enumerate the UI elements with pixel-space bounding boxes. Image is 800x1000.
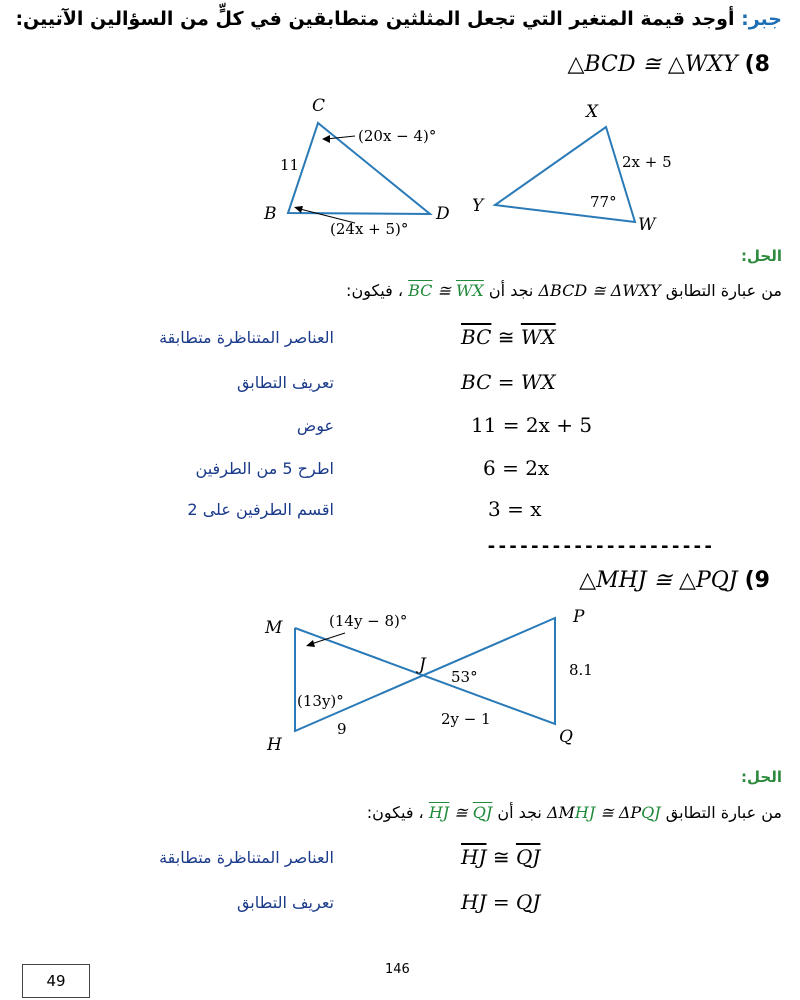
problem9-number: (9 bbox=[744, 568, 770, 593]
intro9-seg-2: $\overline{QJ}$ bbox=[472, 803, 493, 822]
vertex-q: Q bbox=[559, 727, 573, 747]
vertex-b: B bbox=[264, 204, 277, 224]
step8-4-eq: 6 = 2x bbox=[483, 456, 550, 480]
side-jq-label: 2y − 1 bbox=[441, 710, 491, 728]
step8-1-seg-a: $\overline{BC}$ bbox=[461, 325, 492, 349]
problem9-intro bbox=[367, 803, 782, 822]
problem9-figure bbox=[255, 600, 625, 760]
problem8-intro bbox=[346, 281, 782, 300]
intro9-cong-d: QJ bbox=[641, 803, 661, 822]
problem8-solution-label: الحل: bbox=[741, 247, 782, 265]
intro9-cong-a: ΔM bbox=[546, 803, 575, 822]
intro-seg-1: $\overline{BC}$ bbox=[408, 281, 433, 300]
vertex-d: D bbox=[436, 204, 450, 224]
angle-m-label: (14y − 8)° bbox=[329, 612, 408, 630]
angle-j-label: 53° bbox=[451, 668, 478, 686]
angle-c-label: (20x − 4)° bbox=[358, 127, 437, 145]
vertex-h: H bbox=[267, 735, 282, 755]
intro-seg-2: $\overline{WX}$ bbox=[455, 281, 484, 300]
header-text: أوجد قيمة المتغير التي تجعل المثلثين متطابقين في كلٍّ من السؤالين الآتيين: bbox=[15, 8, 735, 30]
problem8-statement bbox=[568, 52, 770, 77]
vertex-w: W bbox=[638, 215, 656, 235]
vertex-m: M bbox=[265, 618, 283, 638]
vertex-p: P bbox=[573, 607, 585, 627]
intro-sym: ≅ bbox=[432, 281, 456, 300]
step9-2-eq: HJ = QJ bbox=[461, 890, 541, 914]
step8-2-eq: BC = WX bbox=[461, 370, 556, 394]
angle-h-label: (13y)° bbox=[297, 692, 344, 710]
step8-5-reason: اقسم الطرفين على 2 bbox=[187, 500, 334, 519]
step8-2-reason: تعريف التطابق bbox=[236, 373, 334, 392]
intro9-seg-1: $\overline{HJ}$ bbox=[428, 803, 450, 822]
side-xw-label: 2x + 5 bbox=[622, 153, 672, 171]
intro9-text-1: من عبارة التطابق bbox=[660, 803, 782, 822]
page-number-box: 49 bbox=[22, 964, 90, 998]
step9-1-op: ≅ bbox=[486, 845, 516, 869]
step8-4-reason: اطرح 5 من الطرفين bbox=[195, 459, 334, 478]
step8-5-eq: 3 = x bbox=[488, 497, 542, 521]
instruction-header bbox=[15, 8, 782, 30]
arrow-angle-c bbox=[326, 136, 355, 139]
problem8-figure bbox=[250, 95, 700, 240]
arrow-angle-m bbox=[311, 633, 345, 644]
step9-1-seg-b: $\overline{QJ}$ bbox=[515, 845, 541, 869]
side-bc-label: 11 bbox=[280, 156, 300, 174]
intro-text-3: ، فيكون: bbox=[346, 281, 409, 300]
problem9-congruence: △MHJ ≅ △PQJ bbox=[579, 568, 738, 593]
intro9-cong-b: HJ bbox=[574, 803, 596, 822]
intro-congruence: ΔBCD ≅ ΔWXY bbox=[538, 281, 661, 300]
page-number-center: 146 bbox=[385, 962, 410, 977]
separator-line: --------------------- bbox=[486, 536, 714, 557]
arrow-head-b bbox=[294, 206, 303, 213]
step8-3-eq: 11 = 2x + 5 bbox=[471, 413, 593, 437]
intro-text-2: نجد أن bbox=[483, 281, 539, 300]
intro9-cong-c: ≅ ΔP bbox=[595, 803, 642, 822]
step9-1-reason: العناصر المتناظرة متطابقة bbox=[159, 848, 334, 867]
intro9-congruence bbox=[547, 803, 661, 822]
vertex-y: Y bbox=[472, 196, 484, 216]
vertex-x: X bbox=[586, 102, 599, 122]
step8-1-seg-b: $\overline{WX}$ bbox=[520, 325, 556, 349]
angle-w-label: 77° bbox=[590, 193, 617, 211]
angle-b-label: (24x + 5)° bbox=[330, 220, 409, 238]
intro-text-1: من عبارة التطابق bbox=[660, 281, 782, 300]
step9-2-reason: تعريف التطابق bbox=[236, 893, 334, 912]
intro9-text-3: ، فيكون: bbox=[366, 803, 429, 822]
problem8-congruence: △BCD ≅ △WXY bbox=[567, 52, 738, 77]
arrow-head-c bbox=[322, 135, 330, 143]
step8-1-op: ≅ bbox=[491, 325, 521, 349]
vertex-j: J bbox=[419, 655, 426, 675]
problem9-statement bbox=[579, 568, 770, 593]
side-pq-label: 8.1 bbox=[569, 661, 593, 679]
intro9-sym: ≅ bbox=[449, 803, 473, 822]
step8-1-eq bbox=[461, 325, 556, 349]
problem8-number: (8 bbox=[744, 52, 770, 77]
intro-segments bbox=[408, 281, 484, 300]
intro9-segments bbox=[429, 803, 492, 822]
step9-1-seg-a: $\overline{HJ}$ bbox=[461, 845, 487, 869]
header-label: جبر: bbox=[741, 8, 782, 30]
vertex-c: C bbox=[312, 96, 326, 116]
step8-1-reason: العناصر المتناظرة متطابقة bbox=[159, 328, 334, 347]
step8-3-reason: عوض bbox=[296, 416, 334, 435]
intro9-text-2: نجد أن bbox=[492, 803, 547, 822]
problem9-solution-label: الحل: bbox=[741, 768, 782, 786]
arrow-head-m bbox=[306, 640, 315, 647]
side-hj-label: 9 bbox=[337, 720, 347, 738]
step9-1-eq bbox=[461, 845, 540, 869]
